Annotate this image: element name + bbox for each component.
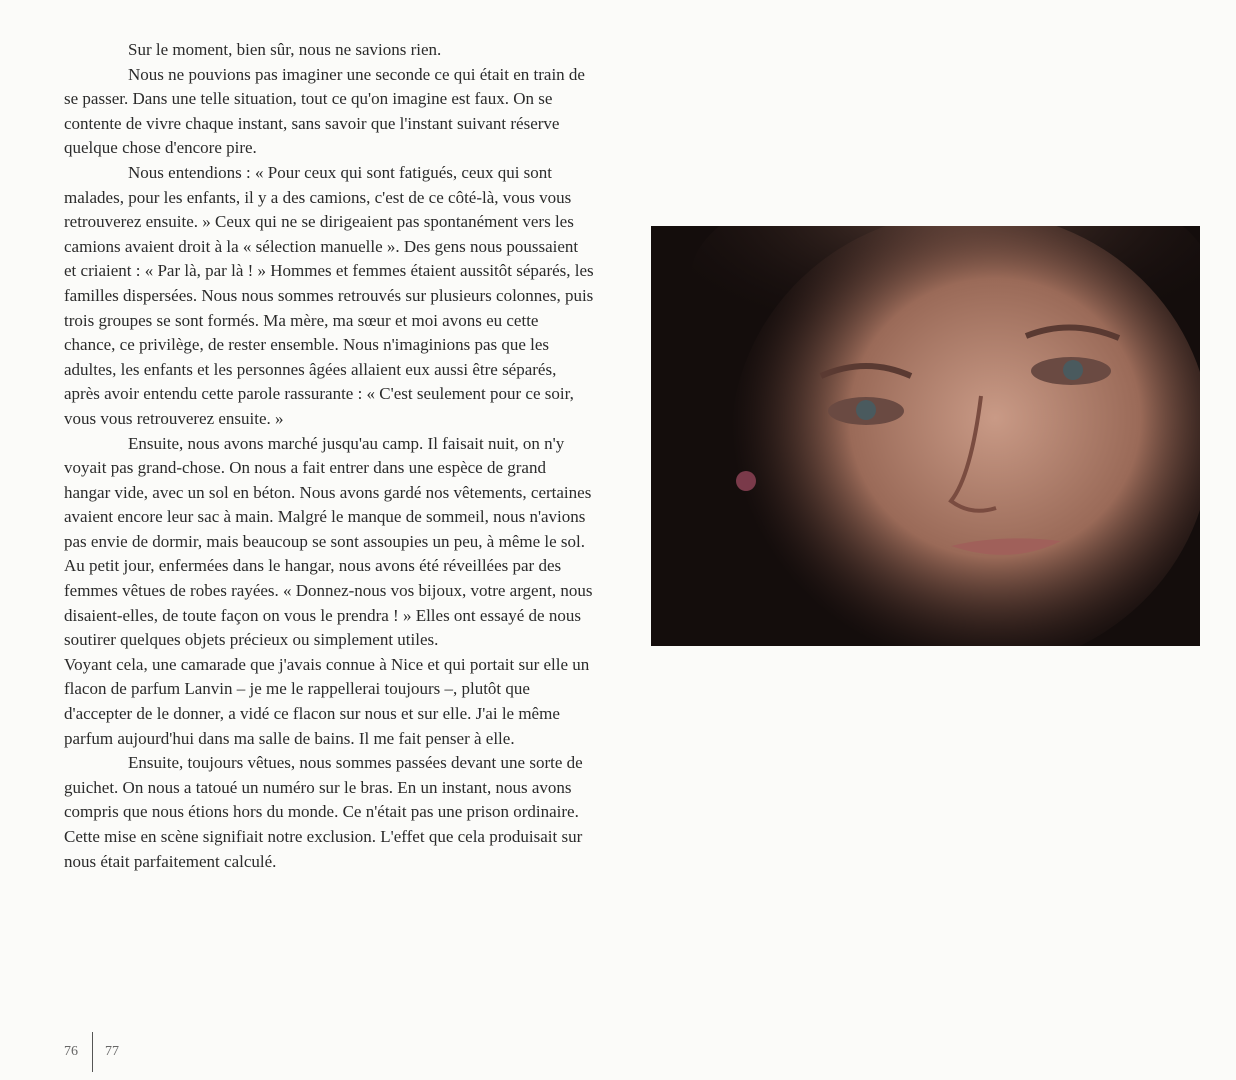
- folio-divider: [92, 1032, 93, 1072]
- folio: [64, 1032, 119, 1072]
- page-number-left: 76: [64, 1044, 78, 1059]
- page-number-right: 77: [105, 1044, 119, 1059]
- main-text: [64, 38, 594, 874]
- paragraph-3: Nous entendions : « Pour ceux qui sont fatigués, ceux qui sont malades, pour les enfants, il y a des camions, c'est de ce côté-là, vous vous retrouverez ensuite. » Ceux qui ne se dirigeaient pas spontanément vers les camions avaient droit à la « sélection manuelle ». Des gens nous poussaient et criaient : « Par là, par là ! » Hommes et femmes étaient aussitôt séparés, les familles dispersées. Nous nous sommes retrouvés sur plusieurs colonnes, puis trois groupes se sont formés. Ma mère, ma sœur et moi avons eu cette chance, ce privilège, de rester ensemble. Nous n'imaginions pas que les adultes, les enfants et les personnes âgées allaient eux aussi être séparés, après avoir entendu cette parole rassurante : « C'est seulement pour ce soir, vous vous retrouverez ensuite. »: [64, 162, 594, 428]
- portrait-illustration: [651, 226, 1200, 646]
- paragraph-5: Voyant cela, une camarade que j'avais connue à Nice et qui portait sur elle un flacon de parfum Lanvin – je me le rappellerai toujours –, plutôt que d'accepter de le donner, a vidé ce flacon sur nous et sur elle. J'ai le même parfum aujourd'hui dans ma salle de bains. Il me fait penser à elle.: [64, 654, 590, 748]
- paragraph-4: Ensuite, nous avons marché jusqu'au camp. Il faisait nuit, on n'y voyait pas grand-chose. On nous a fait entrer dans une espèce de grand hangar vide, avec un sol en béton. Nous avons gardé nos vêtements, certaines avaient encore leur sac à main. Malgré le manque de sommeil, nous n'avions pas envie de dormir, mais beaucoup se sont assoupies un peu, à même le sol. Au petit jour, enfermées dans le hangar, nous avons été réveillées par des femmes vêtues de robes rayées. « Donnez-nous vos bijoux, votre argent, nous disaient-elles, de toute façon on vous le prendra ! » Elles ont essayé de nous soutirer quelques objets précieux ou simplement utiles.: [64, 433, 593, 650]
- paragraph-6: Ensuite, toujours vêtues, nous sommes passées devant une sorte de guichet. On nous a tatoué un numéro sur le bras. En un instant, nous avons compris que nous étions hors du monde. Ce n'était pas une prison ordinaire. Cette mise en scène signifiait notre exclusion. L'effet que cela produisait sur nous était parfaitement calculé.: [64, 753, 583, 871]
- paragraph-2: Nous ne pouvions pas imaginer une seconde ce qui était en train de se passer. Dans une telle situation, tout ce qu'on imagine est faux. On se contente de vivre chaque instant, sans savoir que l'instant suivant réserve quelque chose d'encore pire.: [64, 64, 585, 158]
- portrait-photo: [651, 226, 1200, 646]
- paragraph-1: Sur le moment, bien sûr, nous ne savions rien.: [128, 40, 442, 59]
